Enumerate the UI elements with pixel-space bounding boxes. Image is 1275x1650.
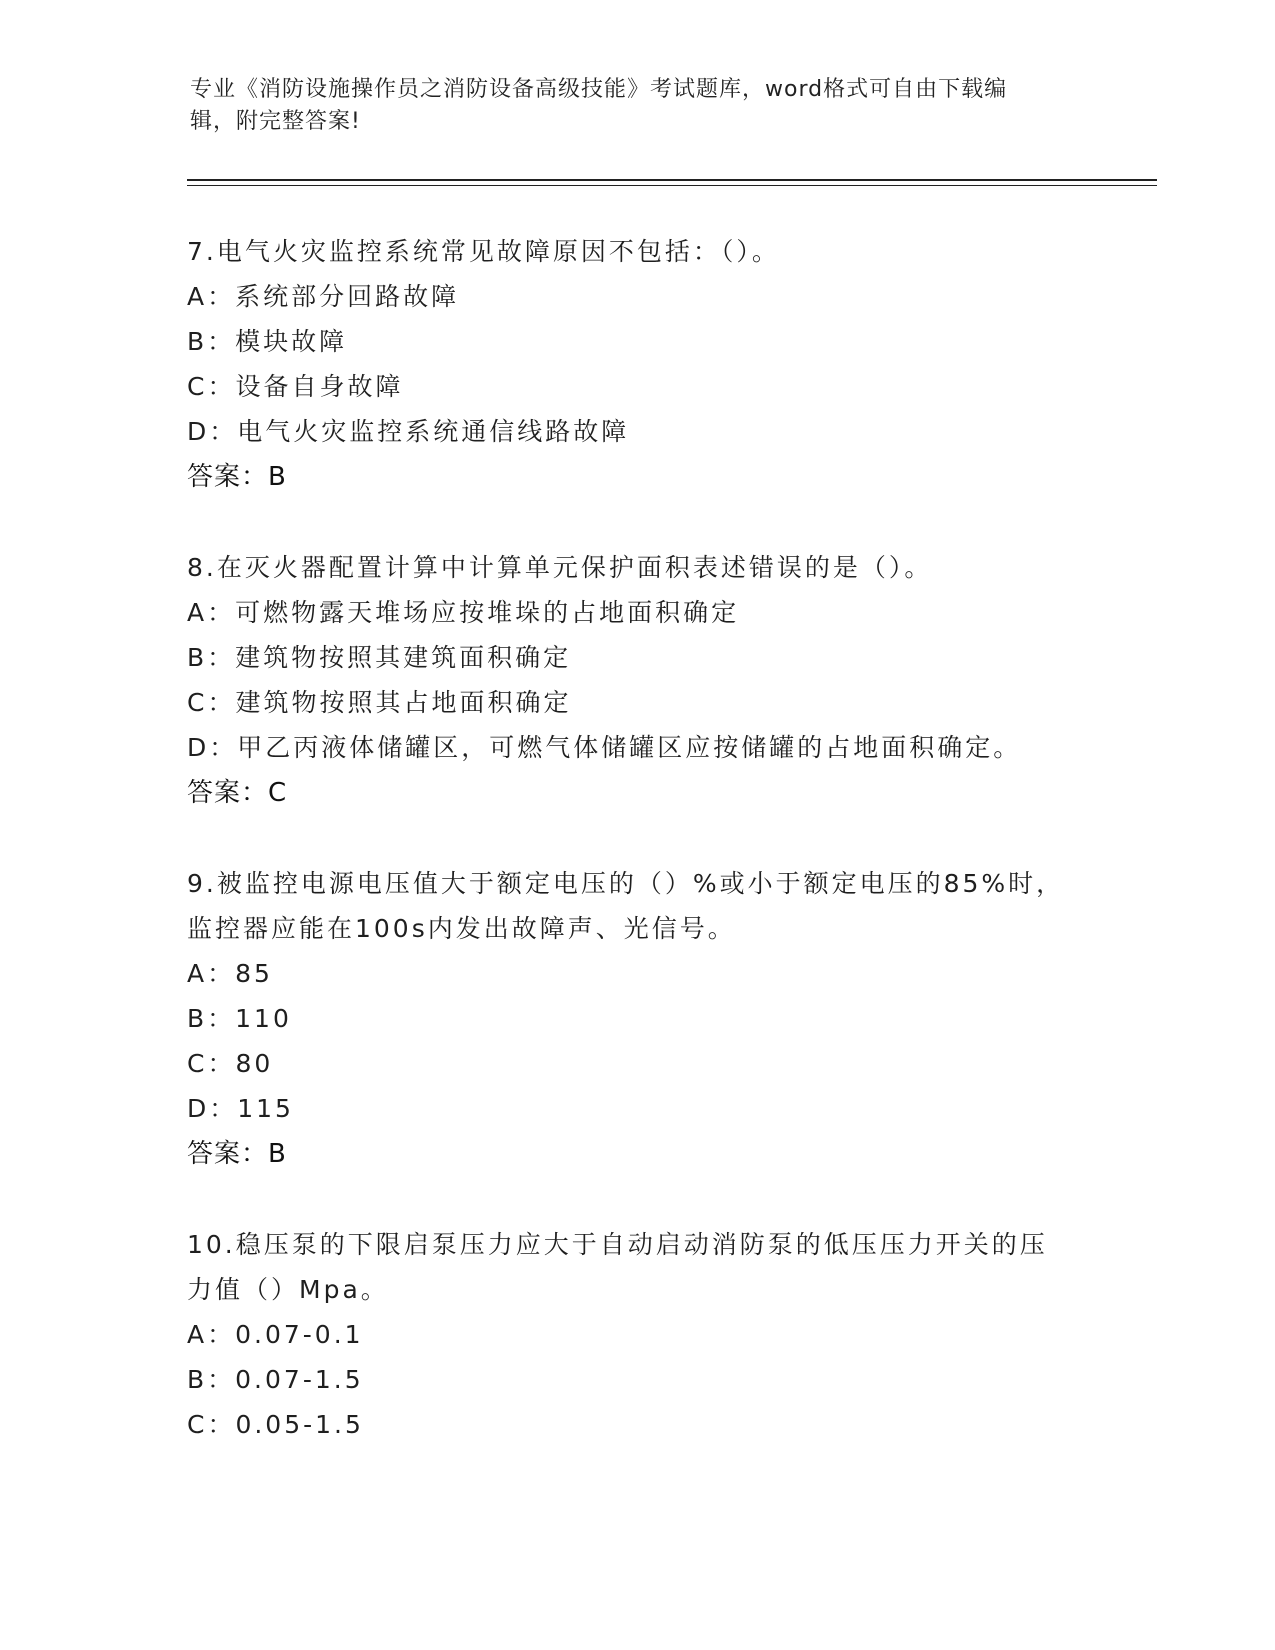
question-8-option-d: D：甲乙丙液体储罐区，可燃气体储罐区应按储罐的占地面积确定。 xyxy=(187,733,1022,762)
question-10-option-a: A：0.07-0.1 xyxy=(187,1320,364,1349)
question-9-option-d: D：115 xyxy=(187,1094,294,1123)
header-divider-thick xyxy=(187,179,1157,181)
question-10-option-c: C：0.05-1.5 xyxy=(187,1410,364,1439)
question-8-stem: 8.在灭火器配置计算中计算单元保护面积表述错误的是（）。 xyxy=(187,553,933,582)
header-line-1: 专业《消防设施操作员之消防设备高级技能》考试题库，word格式可自由下载编 xyxy=(190,77,1008,102)
question-10-option-b: B：0.07-1.5 xyxy=(187,1365,364,1394)
question-8-option-b: B：建筑物按照其建筑面积确定 xyxy=(187,643,572,672)
question-9-stem-line-2: 监控器应能在100s内发出故障声、光信号。 xyxy=(187,914,736,943)
question-10-stem-line-1: 10.稳压泵的下限启泵压力应大于自动启动消防泵的低压压力开关的压 xyxy=(187,1230,1048,1259)
question-9-answer: 答案：B xyxy=(187,1139,287,1169)
question-10-stem-line-2: 力值（）Mpa。 xyxy=(187,1275,389,1304)
document-header xyxy=(190,74,1090,138)
question-8-answer: 答案：C xyxy=(187,778,288,808)
question-7-option-b: B：模块故障 xyxy=(187,327,348,356)
question-7-option-d: D：电气火灾监控系统通信线路故障 xyxy=(187,417,630,446)
question-8-option-a: A：可燃物露天堆场应按堆垛的占地面积确定 xyxy=(187,598,740,627)
header-line-2: 辑，附完整答案! xyxy=(190,109,361,134)
question-7-option-c: C：设备自身故障 xyxy=(187,372,404,401)
question-9-option-c: C：80 xyxy=(187,1049,274,1078)
question-9-option-b: B：110 xyxy=(187,1004,292,1033)
question-9-option-a: A：85 xyxy=(187,959,273,988)
question-7-option-a: A：系统部分回路故障 xyxy=(187,282,460,311)
question-9-stem-line-1: 9.被监控电源电压值大于额定电压的（）%或小于额定电压的85%时， xyxy=(187,869,1065,898)
question-8-option-c: C：建筑物按照其占地面积确定 xyxy=(187,688,572,717)
header-divider-thin xyxy=(187,185,1157,186)
question-7-stem: 7.电气火灾监控系统常见故障原因不包括：（）。 xyxy=(187,237,780,266)
question-7-answer: 答案：B xyxy=(187,462,287,492)
